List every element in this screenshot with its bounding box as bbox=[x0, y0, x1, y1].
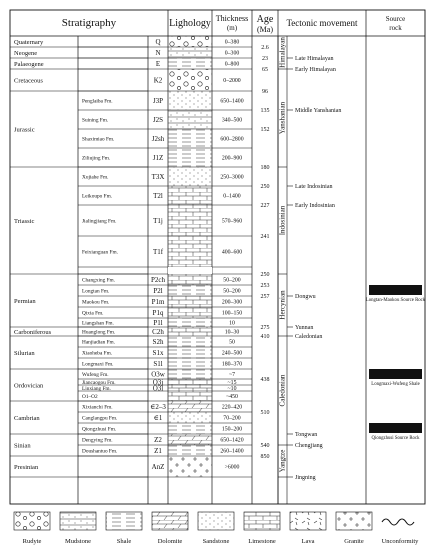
age-value: 257 bbox=[260, 294, 270, 300]
thickness-value: 400–600 bbox=[221, 249, 243, 256]
formation-code: S2h bbox=[152, 338, 164, 346]
formation-name: Changxing Fm. bbox=[82, 277, 115, 284]
formation-name: Huanglong Fm. bbox=[82, 329, 116, 336]
thickness-value: ~10 bbox=[227, 386, 237, 392]
lithology-cell bbox=[168, 423, 212, 434]
lithology-cell bbox=[168, 336, 212, 347]
tectonic-event-label: Tongwan bbox=[295, 432, 318, 438]
tectonic-phase-label: Yanshanian bbox=[278, 101, 287, 135]
lithology-cell bbox=[168, 236, 212, 267]
lithology-cell bbox=[168, 267, 212, 274]
lithology-cell bbox=[168, 148, 212, 167]
thickness-value: 650–1400 bbox=[220, 98, 244, 105]
lithology-cell bbox=[168, 36, 212, 47]
table-frame bbox=[10, 10, 425, 504]
lithology-cell bbox=[168, 110, 212, 129]
thickness-value: 50–200 bbox=[223, 277, 241, 284]
legend-label: Rudyte bbox=[22, 538, 42, 545]
tectonic-event-label: Late Himalayan bbox=[295, 56, 334, 62]
tectonic-phase-label: Caledonian bbox=[278, 374, 287, 407]
age-value: 540 bbox=[260, 443, 270, 449]
formation-name: Leikoupo Fm. bbox=[82, 193, 113, 200]
legend-label: Shale bbox=[116, 538, 132, 545]
lithology-cell bbox=[168, 327, 212, 336]
tectonic-event-label: Chengjiang bbox=[295, 443, 323, 449]
age-value: 253 bbox=[260, 283, 270, 289]
formation-code: P1m bbox=[151, 298, 165, 306]
formation-name: Doushantuo Fm. bbox=[82, 448, 118, 455]
age-value: 2.6 bbox=[261, 45, 269, 51]
thickness-value: 100–150 bbox=[221, 310, 243, 317]
lithology-cell bbox=[168, 318, 212, 327]
tectonic-event-label: Early Himalayan bbox=[295, 67, 336, 73]
legend-swatch bbox=[198, 512, 234, 530]
formation-name: Canglangpu Fm. bbox=[82, 415, 118, 422]
thickness-value: 10–30 bbox=[224, 329, 240, 336]
lithology-cell bbox=[168, 445, 212, 456]
source-rock-label: Longmaxi-Wufeng Shale bbox=[371, 382, 420, 387]
age-value: 250 bbox=[260, 184, 270, 190]
formation-name: Feixianguan Fm. bbox=[82, 249, 118, 256]
formation-code: J1Z bbox=[152, 154, 164, 162]
lithology-cell bbox=[168, 186, 212, 205]
formation-name: Longtan Fm. bbox=[82, 288, 110, 295]
lithology-cell bbox=[168, 129, 212, 148]
thickness-value: ~7 bbox=[228, 372, 236, 378]
lithology-cell bbox=[168, 456, 212, 477]
formation-code: N bbox=[155, 49, 161, 57]
formation-code: O3l bbox=[152, 384, 164, 393]
thickness-value: 0–300 bbox=[224, 50, 240, 57]
lithology-cell bbox=[168, 285, 212, 296]
formation-code: J2S bbox=[152, 116, 164, 124]
formation-code: T1j bbox=[153, 217, 163, 225]
source-rock-label: Longtan-Maokou Source Rock bbox=[365, 298, 426, 303]
thickness-value: 50 bbox=[229, 339, 235, 346]
lithology-cell bbox=[168, 296, 212, 307]
formation-code: Z2 bbox=[154, 436, 162, 444]
system-label: Palaeogene bbox=[14, 61, 44, 68]
system-label: Cretaceous bbox=[14, 77, 43, 85]
thickness-value: ~450 bbox=[226, 394, 238, 400]
formation-name: Wufeng Fm. bbox=[82, 372, 109, 378]
formation-code: C2h bbox=[152, 328, 164, 336]
formation-code: O3j bbox=[152, 378, 164, 387]
system-label: Quaternary bbox=[14, 39, 44, 46]
thickness-value: ~15 bbox=[227, 380, 237, 386]
formation-name: Xujiahe Fm. bbox=[82, 174, 109, 181]
thickness-value: 250–3000 bbox=[220, 174, 244, 181]
formation-code: T3X bbox=[151, 173, 165, 181]
thickness-value: 70–200 bbox=[223, 415, 241, 422]
lithology-cell bbox=[168, 47, 212, 58]
age-value: 275 bbox=[260, 325, 270, 331]
tectonic-event-label: Yunnan bbox=[295, 325, 314, 331]
formation-code: ∈1 bbox=[153, 414, 163, 422]
age-value: 438 bbox=[260, 377, 270, 383]
legend-swatch bbox=[106, 512, 142, 530]
lithology-cell bbox=[168, 58, 212, 69]
age-value: 241 bbox=[260, 234, 270, 240]
legend-label: Mudstone bbox=[65, 538, 91, 545]
formation-name: Ziliujing Fm. bbox=[82, 155, 111, 162]
formation-code: K2 bbox=[153, 76, 163, 85]
thickness-value: 240–500 bbox=[221, 350, 243, 357]
lithology-cell bbox=[168, 401, 212, 412]
legend-swatch bbox=[14, 512, 50, 530]
formation-code: ∈2–3 bbox=[150, 403, 166, 411]
formation-name: Liangshan Fm. bbox=[82, 320, 114, 327]
source-header: Source bbox=[385, 15, 406, 23]
formation-code: E bbox=[155, 60, 161, 68]
formation-name: Qiongzhusi Fm. bbox=[82, 426, 117, 433]
age-value: 510 bbox=[260, 410, 270, 416]
age-value: 65 bbox=[262, 67, 268, 73]
thickness-value: 10 bbox=[229, 320, 235, 327]
system-label: Carboniferous bbox=[14, 329, 52, 336]
source-rock-label: Qiongzhusi Source Rock bbox=[371, 436, 420, 441]
formation-name: O1–O2 bbox=[82, 394, 98, 400]
lithology-cell bbox=[168, 91, 212, 110]
thickness-value: 0–800 bbox=[224, 61, 240, 68]
system-label: Ordovician bbox=[14, 382, 44, 390]
system-label: Presinian bbox=[14, 464, 39, 471]
legend-swatch bbox=[336, 512, 372, 530]
formation-code: J3P bbox=[152, 97, 164, 105]
thickness-value: 260–1400 bbox=[220, 448, 244, 455]
thickness-value: 200–900 bbox=[221, 155, 243, 162]
formation-name: Xixianchi Fm. bbox=[82, 404, 113, 411]
age-value: 850 bbox=[260, 454, 270, 460]
formation-code: S1x bbox=[152, 349, 164, 357]
legend-label: Granite bbox=[344, 538, 364, 545]
lithology-cell bbox=[168, 369, 212, 379]
formation-name: Xiaoheba Fm. bbox=[82, 350, 113, 357]
formation-code: O3w bbox=[151, 370, 165, 379]
lithology-cell bbox=[168, 307, 212, 318]
thickness-value: 220–420 bbox=[221, 404, 243, 411]
thickness-header: Thickness bbox=[215, 14, 249, 23]
thickness-value: 0–380 bbox=[224, 39, 240, 46]
age-value: 152 bbox=[260, 127, 270, 133]
formation-name: Suining Fm. bbox=[82, 117, 109, 124]
formation-name: Longmaxi Fm. bbox=[82, 361, 114, 368]
formation-code: P2ch bbox=[151, 276, 165, 284]
thickness-value: 200–300 bbox=[221, 299, 243, 306]
tectonic-event-label: Jingning bbox=[295, 475, 316, 481]
formation-name: Shaximiao Fm. bbox=[82, 136, 115, 143]
thickness-value: 570–960 bbox=[221, 218, 243, 225]
source-rock-band bbox=[369, 285, 422, 295]
thickness-value: 650–1420 bbox=[220, 437, 244, 444]
stratigraphy-header: Stratigraphy bbox=[61, 17, 117, 29]
lithology-cell bbox=[168, 167, 212, 186]
formation-name: Jialingjiang Fm. bbox=[82, 218, 117, 225]
lithology-cell bbox=[168, 347, 212, 358]
formation-code: Z1 bbox=[154, 447, 162, 455]
source-rock-band bbox=[369, 423, 422, 433]
system-label: Triassic bbox=[14, 218, 35, 225]
formation-code: S1l bbox=[153, 360, 163, 368]
tectonic-phase-label: Himalayan bbox=[278, 37, 287, 68]
age-value: 96 bbox=[262, 89, 268, 95]
tectonic-phase-label: Indosinian bbox=[278, 205, 287, 236]
system-label: Silurian bbox=[14, 350, 35, 357]
tectonic-event-label: Dongwu bbox=[295, 294, 316, 300]
legend-label: Sandstone bbox=[202, 538, 230, 545]
formation-name: Penglaiba Fm. bbox=[82, 98, 113, 105]
formation-code: AnZ bbox=[151, 463, 165, 471]
tectonic-event-label: Early Indosinian bbox=[295, 203, 335, 209]
age-unit-label: (Ma) bbox=[257, 25, 273, 34]
formation-code: J2sh bbox=[151, 135, 165, 143]
formation-name: Dengying Fm. bbox=[82, 437, 113, 444]
legend-swatch bbox=[60, 512, 96, 530]
system-label: Sinian bbox=[14, 442, 31, 450]
legend-label: Dolomite bbox=[157, 538, 183, 545]
thickness-value: 0–1400 bbox=[223, 193, 241, 200]
thickness-value: >6000 bbox=[224, 464, 240, 471]
formation-code: Q bbox=[155, 38, 161, 46]
lithology-cell bbox=[168, 385, 212, 391]
formation-name: Linxiang Fm. bbox=[82, 386, 111, 392]
formation-code: P2l bbox=[153, 287, 163, 295]
legend-swatch bbox=[244, 512, 280, 530]
formation-name: Hanjiadian Fm. bbox=[82, 339, 115, 346]
formation-name: Qixia Fm. bbox=[82, 310, 104, 317]
lithology-cell bbox=[168, 434, 212, 445]
legend-label: Unconformity bbox=[381, 538, 419, 545]
legend-label: Lava bbox=[301, 538, 315, 545]
age-value: 135 bbox=[260, 108, 270, 114]
formation-code: P1l bbox=[153, 319, 163, 327]
formation-code: T2l bbox=[153, 192, 163, 200]
formation-code: T1f bbox=[152, 248, 164, 256]
lithology-cell bbox=[168, 412, 212, 423]
thickness-value: 150–200 bbox=[221, 426, 243, 433]
thickness-value: 180–370 bbox=[221, 361, 243, 368]
legend-swatch bbox=[290, 512, 326, 530]
lithology-cell bbox=[168, 205, 212, 236]
tectonic-phase-label: Hercynian bbox=[278, 290, 287, 320]
lithology-cell bbox=[168, 391, 212, 401]
system-label: Neogene bbox=[14, 50, 38, 57]
formation-name: Maokou Fm. bbox=[82, 299, 110, 306]
legend-swatch bbox=[152, 512, 188, 530]
formation-name: Jiancaogou Fm. bbox=[82, 380, 116, 386]
age-value: 227 bbox=[260, 203, 270, 209]
system-label: Permian bbox=[14, 298, 36, 305]
age-value: 250 bbox=[260, 272, 270, 278]
age-value: 23 bbox=[262, 56, 268, 62]
thickness-value: 600–2800 bbox=[220, 136, 244, 143]
thickness-value: 340–500 bbox=[221, 117, 243, 124]
age-value: 180 bbox=[260, 165, 270, 171]
tectonic-event-label: Caledonian bbox=[295, 334, 323, 340]
thickness-value: 0–2000 bbox=[223, 78, 241, 84]
lithology-cell bbox=[168, 69, 212, 91]
tectonic-header: Tectonic movement bbox=[286, 18, 358, 28]
lithology-cell bbox=[168, 379, 212, 385]
lithology-cell bbox=[168, 358, 212, 369]
source-header-rock: rock bbox=[389, 24, 402, 32]
tectonic-event-label: Middle Yanshanian bbox=[295, 108, 342, 114]
system-label: Cambrian bbox=[14, 415, 40, 422]
tectonic-phase-label: Yangtze bbox=[278, 449, 287, 473]
source-rock-band bbox=[369, 369, 422, 379]
thickness-value: 50–200 bbox=[223, 288, 241, 295]
unconformity-symbol bbox=[382, 519, 414, 525]
lithology-header: Lighology bbox=[169, 18, 211, 29]
legend-label: Limestone bbox=[248, 538, 276, 545]
lithology-cell bbox=[168, 274, 212, 285]
age-value: 410 bbox=[260, 334, 270, 340]
formation-code: P1q bbox=[152, 309, 164, 317]
age-header: Age bbox=[256, 14, 274, 25]
thickness-unit-label: (m) bbox=[226, 24, 238, 32]
tectonic-event-label: Late Indosinian bbox=[295, 184, 333, 190]
system-label: Jurassic bbox=[14, 126, 35, 134]
